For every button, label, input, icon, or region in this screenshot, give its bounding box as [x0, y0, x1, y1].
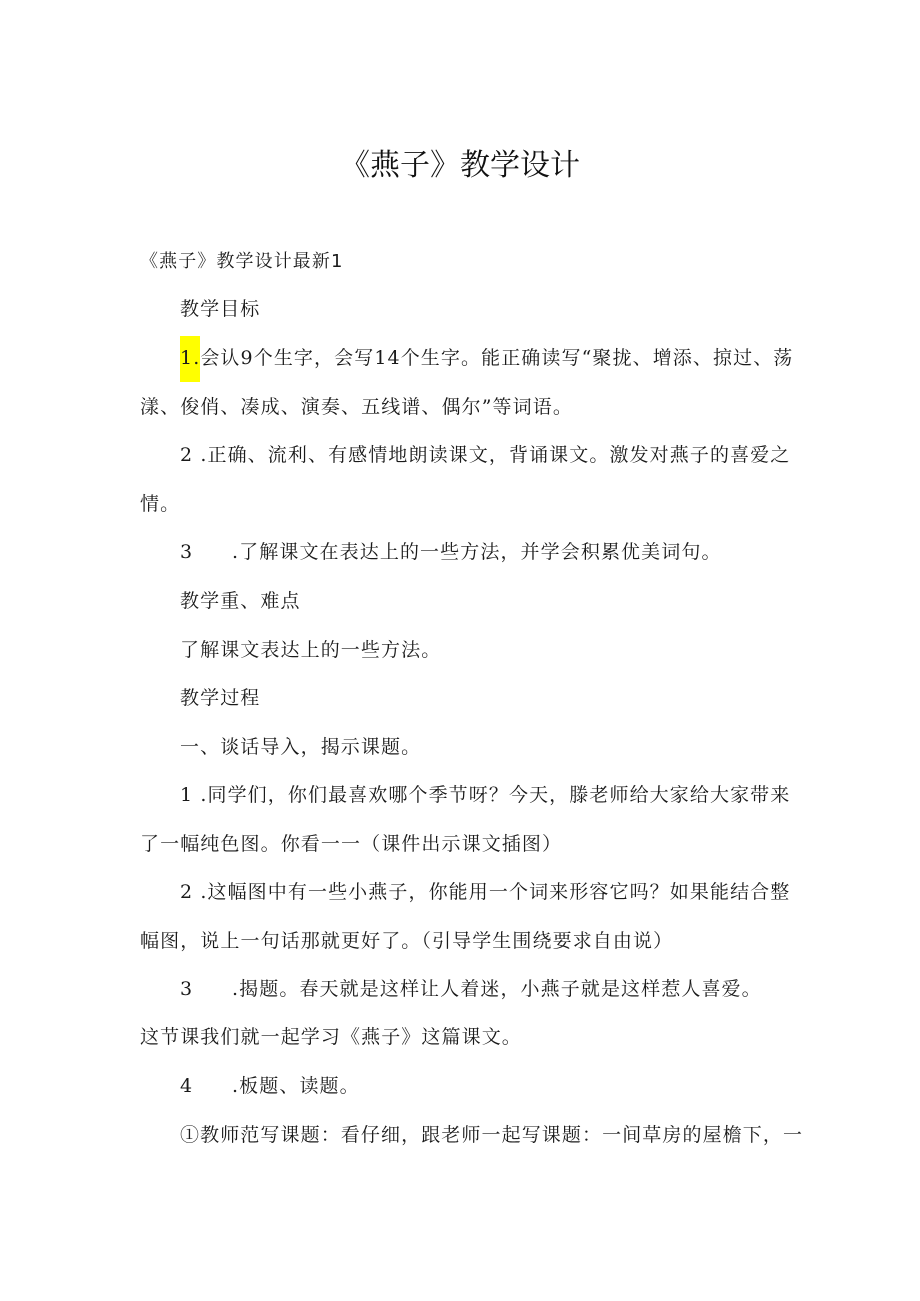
key-points-text: 了解课文表达上的一些方法。 — [180, 639, 442, 661]
document-title: 《燕子》教学设计 — [340, 148, 580, 183]
step-3-line-1 — [180, 977, 762, 1001]
objective-1-text: 会认9个生字，会写14个生字。能正确读写“聚拢、增添、掠过、荡 — [200, 347, 794, 369]
objective-1-line-2: 漾、俊俏、凑成、演奏、五线谱、偶尔”等词语。 — [140, 396, 573, 418]
highlighted-number: 1. — [180, 336, 200, 382]
objective-1-line-1 — [180, 346, 793, 382]
step-1-line-1: 1 .同学们，你们最喜欢哪个季节呀？今天，滕老师给大家给大家带来 — [180, 784, 791, 806]
process-heading: 教学过程 — [180, 687, 261, 709]
step-3-text: .揭题。春天就是这样让人着迷，小燕子就是这样惹人喜爱。 — [232, 978, 762, 1000]
step-4a: ①教师范写课题：看仔细，跟老师一起写课题：一间草房的屋檐下，一 — [180, 1124, 804, 1146]
step-2-line-2: 幅图，说上一句话那就更好了。（引导学生围绕要求自由说） — [140, 930, 674, 952]
objectives-heading: 教学目标 — [180, 298, 261, 320]
step-4-number: 4 — [180, 1075, 194, 1097]
objective-3 — [180, 540, 722, 564]
key-points-heading: 教学重、难点 — [180, 590, 301, 612]
document-subtitle: 《燕子》教学设计最新1 — [140, 251, 344, 272]
objective-3-number: 3 — [180, 541, 194, 563]
step-1-line-2: 了一幅纯色图。你看一一（课件出示课文插图） — [140, 833, 563, 855]
step-2-line-1: 2 .这幅图中有一些小燕子，你能用一个词来形容它吗？如果能结合整 — [180, 881, 791, 903]
step-4 — [180, 1074, 360, 1098]
section-1-heading: 一、谈话导入，揭示课题。 — [180, 736, 422, 758]
objective-3-text: .了解课文在表达上的一些方法，并学会积累优美词句。 — [232, 541, 722, 563]
step-3-number: 3 — [180, 978, 194, 1000]
objective-2-line-1: 2 .正确、流利、有感情地朗读课文，背诵课文。激发对燕子的喜爱之 — [180, 444, 791, 466]
step-4-text: .板题、读题。 — [232, 1075, 360, 1097]
objective-2-line-2: 情。 — [140, 493, 181, 515]
step-3-line-2: 这节课我们就一起学习《燕子》这篇课文。 — [140, 1026, 522, 1048]
